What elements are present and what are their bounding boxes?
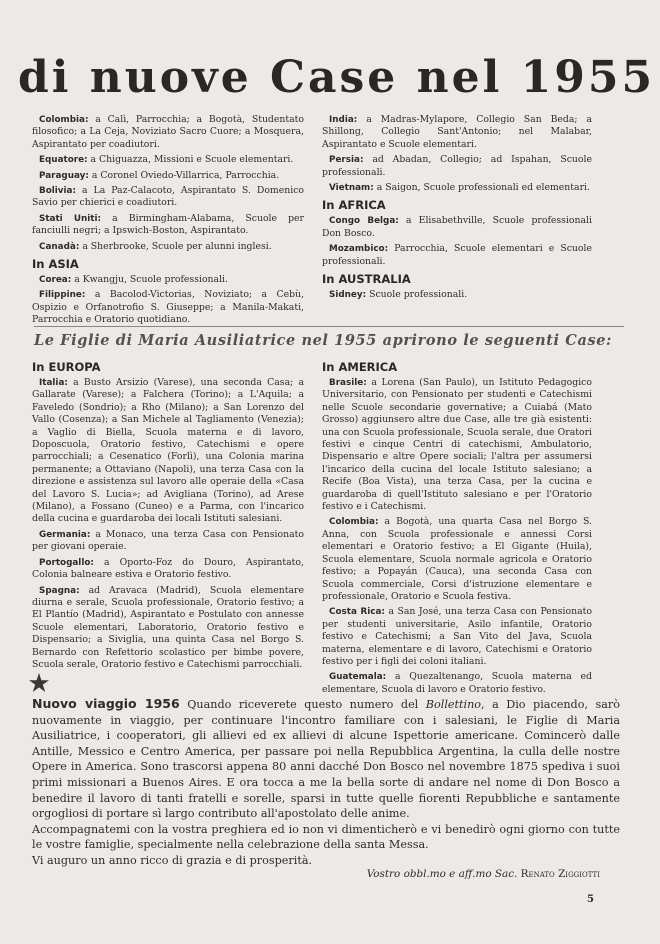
entry-text: a Bacolod-Victorias, Noviziato; a Cebù, Ospizio e Orfanotrofio S. Giuseppe; a Manila-Makati, Parrocchia e Oratorio quotidiano. bbox=[32, 289, 304, 326]
figlie-america-list bbox=[322, 377, 592, 696]
entry-text: a Saigon, Scuole professionali ed elementari. bbox=[376, 182, 590, 194]
page-number: 5 bbox=[587, 894, 594, 905]
country-label: Bolivia: bbox=[39, 186, 76, 197]
country-label: Equatore: bbox=[39, 155, 88, 166]
entry bbox=[32, 557, 304, 582]
salesiani-asia-list bbox=[32, 274, 304, 327]
entry-text: a Monaco, una terza Casa con Pensionato per giovani operaie. bbox=[32, 528, 304, 553]
entry-text: a Quezaltenango, Scuola materna ed elementare, Scuola di lavoro e Oratorio festivo. bbox=[322, 671, 592, 695]
country-label: Vietnam: bbox=[329, 183, 374, 194]
entry bbox=[32, 185, 304, 210]
entry bbox=[32, 274, 304, 286]
europa-heading: In EUROPA bbox=[32, 360, 101, 374]
entry-text: a Busto Arsizio (Varese), una seconda Casa; a Gallarate (Varese); a Falchera (Torino); a L'Aquila; a Faveledo (Sondrio); a Rho (Milano); a San Lorenzo del Vallo (Cosenza); a San Michele al Tagliamento (Venezia); a Vaglio di Biella, Scuola materna e di lavoro, Doposcuola, Oratorio festivo, Catechismi e opere parrocchiali; a Cesenatico (Forlì), una Colonia marina permanente; a Ottaviano (Napoli), una terza Casa con la direzione e assistenza sul lavoro alle operaie della «Casa del Lavoro S. Lucia»; ad Avigliana (Torino), ad Arese (Milano), a Fossano (Cuneo) e a Parma, con l'incarico della cucina e guardaroba dei locali Istituti salesiani. bbox=[32, 377, 304, 525]
entry bbox=[322, 154, 592, 179]
australia-heading: In AUSTRALIA bbox=[322, 272, 411, 287]
entry bbox=[32, 377, 304, 526]
america-heading: In AMERICA bbox=[322, 360, 398, 374]
entry-text: a Bogotà, una quarta Casa nel Borgo S. Anna, con Scuola professionale e annessi Corsi elementari e Oratorio festivo; a El Gigante (Huila), Scuola elementare, Scuola normale agricola e Oratorio festivo; a Popayán (Cauca), una seconda Casa con Scuola commerciale, Corsi d'istruzione elementare e professionale, Oratorio e Scuola festiva. bbox=[322, 516, 592, 602]
country-label: India: bbox=[329, 115, 358, 125]
signature bbox=[367, 868, 600, 880]
entry bbox=[32, 585, 304, 672]
entry bbox=[32, 213, 304, 238]
viaggio-text-d: Vi auguro un anno ricco di grazia e di prosperità. bbox=[32, 853, 313, 867]
divider bbox=[34, 326, 624, 327]
figlie-right-column bbox=[322, 356, 592, 699]
entry bbox=[322, 289, 592, 301]
country-label: Sidney: bbox=[329, 290, 367, 301]
entry bbox=[322, 516, 592, 603]
entry bbox=[322, 606, 592, 668]
entry bbox=[322, 114, 592, 151]
entry-text: a Oporto-Foz do Douro, Aspirantato, Colonia balneare estiva e Oratorio festivo. bbox=[32, 556, 304, 581]
entry-text: a La Paz-Calacoto, Aspirantato S. Domenico Savio per chierici e coadiutori. bbox=[32, 185, 304, 209]
entry bbox=[322, 182, 592, 194]
figlie-left-column bbox=[32, 356, 304, 674]
country-label: Brasile: bbox=[329, 378, 367, 388]
country-label: Guatemala: bbox=[329, 672, 387, 683]
entry-text: a Lorena (San Paulo), un Istituto Pedagogico Universitario, con Pensionato per studenti e Catechismi nelle Scuole secondarie governative; a Cuiabá (Mato Grosso) aggiunsero altre due Case, alle tre già esistenti: una con Scuola professionale, Scuola serale, due Oratori festivi e cinque Centri di catechismi, Ambulatorio, Dispensario e altre Opere sociali; l'altra per assumersi l'incarico della cucina del locale Istituto salesiano; a Recife (Boa Vista), una terza Casa, per la cucina e guardaroba di quell'Istituto salesiano e per l'Oratorio festivo e i Catechismi. bbox=[322, 377, 592, 513]
entry-text: a Kwangju, Scuole professionali. bbox=[74, 274, 228, 286]
country-label: Italia: bbox=[39, 378, 68, 388]
entry bbox=[322, 243, 592, 268]
country-label: Colombia: bbox=[329, 517, 379, 528]
salesiani-right-column bbox=[322, 114, 592, 304]
country-label: Filippine: bbox=[39, 290, 86, 301]
country-label: Corea: bbox=[39, 275, 72, 286]
star-icon bbox=[28, 672, 50, 694]
entry bbox=[32, 154, 304, 166]
section-banner: Le Figlie di Maria Ausiliatrice nel 1955 aprirono le seguenti Case: bbox=[34, 332, 612, 349]
signature-name: Renato Ziggiotti bbox=[520, 868, 600, 880]
country-label: Colombia: bbox=[39, 115, 89, 125]
entry bbox=[322, 671, 592, 696]
entry bbox=[32, 114, 304, 151]
asia-heading: In ASIA bbox=[32, 257, 79, 272]
entry-text: a Birmingham-Alabama, Scuole per fanciulli negri; a Ipswich-Boston, Aspirantato. bbox=[32, 212, 304, 237]
entry-text: Parrocchia, Scuole elementari e Scuole professionali. bbox=[322, 243, 592, 267]
entry bbox=[32, 241, 304, 253]
entry-text: ad Aravaca (Madrid), Scuola elementare diurna e serale, Scuola professionale, Oratorio festivo; a El Plantío (Madrid), Aspirantato e Postulato con annesse Scuole elementari, Laboratorio, Oratorio festivo e Dispensario; a Siviglia, una quinta Casa nel Borgo S. Bernardo con Refettorio scolastico per bimbe povere, Scuola serale, Oratorio festivo e Catechismi parrocchiali. bbox=[32, 584, 304, 670]
figlie-europa-list bbox=[32, 377, 304, 671]
entry bbox=[322, 377, 592, 513]
viaggio-text-a: Quando riceverete questo numero del bbox=[179, 698, 426, 711]
country-label: Stati Uniti: bbox=[39, 213, 102, 224]
page-title: di nuove Case nel 1955 bbox=[18, 52, 656, 103]
salesiani-america-list bbox=[32, 114, 304, 253]
viaggio-text-b: , a Dio piacendo, sarò nuovamente in viaggio, per continuare l'incontro familiare con i salesiani, le Figlie di Maria Ausiliatrice, i cooperatori, gli allievi ed ex allievi di alcune Ispettorie americane. Comincerò dalle Antille, Messico e Centro America, per passare poi nella Repubblica Argentina, la culla delle nostre Opere in America. Sono trascorsi appena 80 anni dacché Don Bosco nel novembre 1875 spediva i suoi primi missionari a Buenos Aires. E ora tocca a me la bella sorte di andare nel nome di Don Bosco a benedire il lavoro di tanti fratelli e sorelle, sparsi in tutte quelle fiorenti Repubbliche e santamente orgogliosi di portare sì largo contributo all'apostolato delle anime. bbox=[32, 698, 621, 821]
entry bbox=[32, 170, 304, 182]
viaggio-title: Nuovo viaggio 1956 bbox=[32, 696, 180, 711]
country-label: Canadà: bbox=[39, 241, 80, 252]
entry-text: a Chiguazza, Missioni e Scuole elementari. bbox=[90, 154, 294, 166]
entry-text: a Elisabethville, Scuole professionali Don Bosco. bbox=[322, 215, 592, 239]
entry bbox=[322, 215, 592, 240]
entry-text: a Coronel Oviedo-Villarrica, Parrocchia. bbox=[91, 169, 280, 181]
salesiani-australia-list bbox=[322, 289, 592, 301]
country-label: Paraguay: bbox=[39, 170, 89, 181]
salesiani-left-column bbox=[32, 114, 304, 330]
entry-text: ad Abadan, Collegio; ad Ispahan, Scuole professionali. bbox=[322, 154, 592, 178]
entry-text: a San José, una terza Casa con Pensionato per studenti universitarie, Asilo infantile, Oratorio festivo e Catechismi; a San Vito del Java, Scuola materna, elementare e di lavoro, Catechismi e Oratorio festivo per i figli dei coloni italiani. bbox=[322, 606, 592, 667]
salesiani-africa-list bbox=[322, 215, 592, 268]
africa-heading: In AFRICA bbox=[322, 198, 386, 213]
country-label: Germania: bbox=[39, 529, 91, 540]
country-label: Persia: bbox=[329, 155, 364, 166]
country-label: Mozambico: bbox=[329, 244, 389, 255]
entry-text: Scuole professionali. bbox=[369, 289, 468, 301]
country-label: Portogallo: bbox=[39, 557, 94, 568]
signature-closing: Vostro obbl.mo e aff.mo Sac. bbox=[366, 868, 521, 880]
country-label: Congo Belga: bbox=[329, 216, 399, 227]
country-label: Costa Rica: bbox=[329, 607, 385, 618]
entry-text: a Sherbrooke, Scuole per alunni inglesi. bbox=[82, 240, 272, 252]
bollettino-word: Bollettino bbox=[425, 698, 482, 711]
entry-text: a Calì, Parrocchia; a Bogotà, Studentato filosofico; a La Ceja, Noviziato Sacro Cuore; a Mosquera, Aspirantato per coadiutori. bbox=[32, 114, 304, 150]
entry bbox=[32, 289, 304, 326]
entry-text: a Madras-Mylapore, Collegio San Beda; a Shillong, Collegio Sant'Antonio; nel Malabar, Aspirantato e Scuole elementari. bbox=[322, 114, 592, 150]
country-label: Spagna: bbox=[39, 585, 80, 596]
entry bbox=[32, 529, 304, 554]
salesiani-asia-continued-list bbox=[322, 114, 592, 194]
viaggio-text-c: Accompagnatemi con la vostra preghiera ed io non vi dimenticherò e vi benedirò ogni giorno con tutte le vostre famiglie, specialmente nella celebrazione della santa Messa. bbox=[32, 822, 620, 852]
viaggio-paragraph bbox=[32, 696, 620, 869]
